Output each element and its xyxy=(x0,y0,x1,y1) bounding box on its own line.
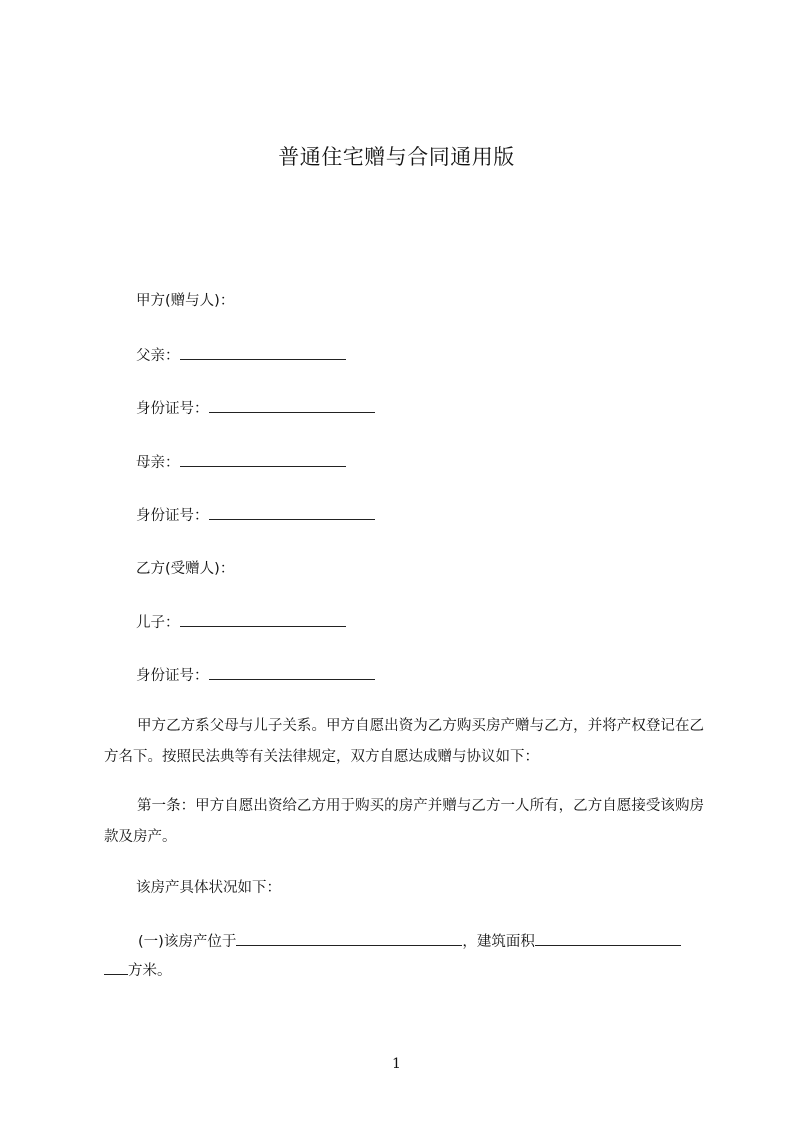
son-label: 儿子： xyxy=(136,615,180,631)
page-number: 1 xyxy=(392,1056,401,1072)
father-label: 父亲： xyxy=(136,348,180,364)
party-a-heading-label: 甲方(赠与人)： xyxy=(136,293,235,309)
son-id-label: 身份证号： xyxy=(136,668,209,684)
mother-blank-line xyxy=(180,452,346,467)
father-field xyxy=(136,345,346,365)
son-id-field xyxy=(136,665,375,685)
floor-area-blank-line-continued xyxy=(104,960,128,975)
article-one-paragraph: 第一条：甲方自愿出资给乙方用于购买的房产并赠与乙方一人所有，乙方自愿接受该购房款及房产。 xyxy=(104,798,704,845)
mother-id-label: 身份证号： xyxy=(136,508,209,524)
father-id-field xyxy=(136,398,375,418)
property-location-blank-line xyxy=(236,931,462,946)
item-one-line-1 xyxy=(138,931,681,952)
item-one-line-2 xyxy=(104,960,172,981)
son-id-blank-line xyxy=(209,665,375,680)
property-intro-line xyxy=(136,878,281,898)
father-id-label: 身份证号： xyxy=(136,401,209,417)
party-b-heading xyxy=(136,559,234,579)
son-blank-line xyxy=(180,612,346,627)
intro-paragraph: 甲方乙方系父母与儿子关系。甲方自愿出资为乙方购买房产赠与乙方，并将产权登记在乙方名下。按照民法典等有关法律规定，双方自愿达成赠与协议如下： xyxy=(104,718,704,765)
mother-field xyxy=(136,452,346,472)
party-b-heading-label: 乙方(受赠人)： xyxy=(136,561,235,577)
mother-id-field xyxy=(136,505,375,525)
item-one-prefix: (一)该房产位于 xyxy=(138,934,237,950)
mother-label: 母亲： xyxy=(136,455,180,471)
document-title: 普通住宅赠与合同通用版 xyxy=(278,145,515,169)
father-id-blank-line xyxy=(209,398,375,413)
floor-area-blank-line xyxy=(535,931,681,946)
son-field xyxy=(136,612,346,632)
mother-id-blank-line xyxy=(209,505,375,520)
item-one-suffix: 方米。 xyxy=(128,963,172,979)
father-blank-line xyxy=(180,345,346,360)
property-intro-text: 该房产具体状况如下： xyxy=(136,880,281,896)
item-one-middle: ，建筑面积 xyxy=(462,934,535,950)
party-a-heading xyxy=(136,291,234,311)
